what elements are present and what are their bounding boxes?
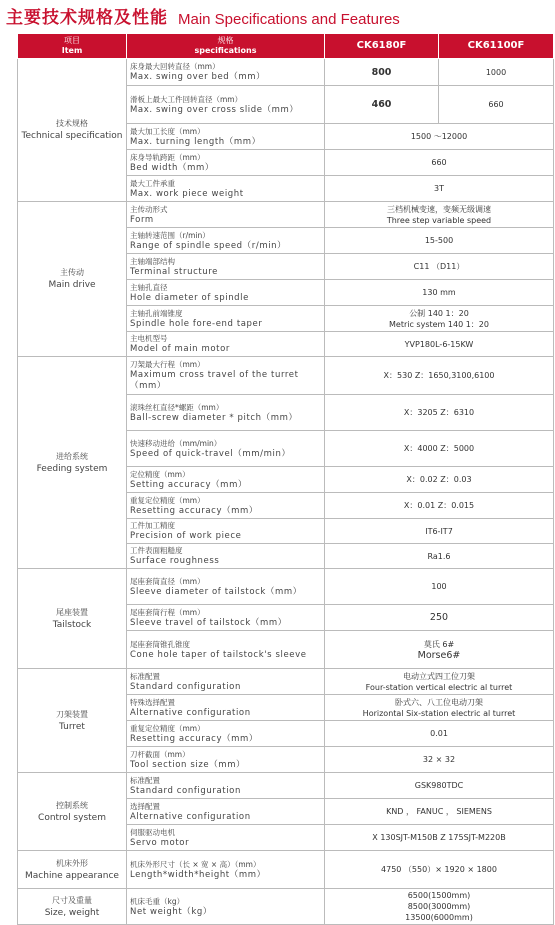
- spec-cell: 重复定位精度（mm） Resetting accuracy（mm）: [127, 721, 325, 747]
- header-item: 项目 Item: [18, 34, 127, 59]
- value-cell: 3T: [325, 176, 554, 202]
- value-cell: 6500(1500mm) 8500(3000mm) 13500(6000mm): [325, 889, 554, 925]
- page-title: [0, 0, 555, 28]
- value-cell: 4750 （550）× 1920 × 1800: [325, 851, 554, 889]
- value-cell: 250: [325, 605, 554, 631]
- value-cell: 三档机械变速，变频无级调速 Three step variable speed: [325, 202, 554, 228]
- table-row: [18, 889, 554, 925]
- table-row: [18, 202, 554, 228]
- spec-cell: 主轴孔前端锥度 Spindle hole fore-end taper: [127, 306, 325, 332]
- table-row: [18, 59, 554, 86]
- spec-cell: 主轴端部结构 Terminal structure: [127, 254, 325, 280]
- value-cell: X：3205 Z：6310: [325, 395, 554, 431]
- value-cell: 电动立式四工位刀架 Four-station vertical electric al turret: [325, 669, 554, 695]
- spec-cell: 重复定位精度（mm） Resetting accuracy（mm）: [127, 493, 325, 519]
- value-cell: 1000: [439, 59, 554, 86]
- spec-cell: 工件加工精度 Precision of work piece: [127, 519, 325, 544]
- spec-cell: 尾座套筒锥孔锥度 Cone hole taper of tailstock's sleeve: [127, 631, 325, 669]
- group-control: 控制系统 Control system: [18, 773, 127, 851]
- header-model-1: CK6180F: [325, 34, 439, 59]
- spec-cell: 尾座套筒行程（mm） Sleeve travel of tailstock（mm）: [127, 605, 325, 631]
- spec-cell: 机床外形尺寸（长 × 宽 × 高）（mm） Length*width*height（mm）: [127, 851, 325, 889]
- spec-cell: 最大加工长度（mm） Max. turning length（mm）: [127, 124, 325, 150]
- spec-cell: 机床毛重（kg） Net weight（kg）: [127, 889, 325, 925]
- value-cell: X：4000 Z：5000: [325, 431, 554, 467]
- spec-cell: 床身导轨跨距（mm） Bed width（mm）: [127, 150, 325, 176]
- title-en: Main Specifications and Features: [178, 11, 400, 28]
- table-row: [18, 669, 554, 695]
- spec-cell: 标准配置 Standard configuration: [127, 669, 325, 695]
- value-cell: 1500 ～12000: [325, 124, 554, 150]
- header-spec: 规格 specifications: [127, 34, 325, 59]
- value-cell: X 130SJT-M150B Z 175SJT-M220B: [325, 825, 554, 851]
- spec-cell: 滑板上最大工件回转直径（mm） Max. swing over cross slide（mm）: [127, 86, 325, 124]
- group-technical: 技术规格 Technical specification: [18, 59, 127, 202]
- spec-cell: 快速移动进给（mm/min） Speed of quick-travel（mm/min）: [127, 431, 325, 467]
- spec-cell: 工件表面粗糙度 Surface roughness: [127, 544, 325, 569]
- value-cell: YVP180L-6-15KW: [325, 332, 554, 357]
- header-model-2: CK61100F: [439, 34, 554, 59]
- value-cell: 15-500: [325, 228, 554, 254]
- group-turret: 刀架装置 Turret: [18, 669, 127, 773]
- value-cell: KND ， FANUC ， SIEMENS: [325, 799, 554, 825]
- spec-cell: 主轴转速范围（r/min） Range of spindle speed（r/min）: [127, 228, 325, 254]
- value-cell: X：0.02 Z：0.03: [325, 467, 554, 493]
- value-cell: 莫氏 6# Morse6#: [325, 631, 554, 669]
- value-cell: 660: [325, 150, 554, 176]
- value-cell: 32 × 32: [325, 747, 554, 773]
- title-cn: 主要技术规格及性能: [6, 8, 168, 28]
- table-row: [18, 773, 554, 799]
- value-cell: 660: [439, 86, 554, 124]
- spec-cell: 主传动形式 Form: [127, 202, 325, 228]
- group-feeding: 进给系统 Feeding system: [18, 357, 127, 569]
- value-cell: 公制 140 1：20 Metric system 140 1：20: [325, 306, 554, 332]
- value-cell: 800: [325, 59, 439, 86]
- table-row: [18, 357, 554, 395]
- value-cell: GSK980TDC: [325, 773, 554, 799]
- value-cell: 100: [325, 569, 554, 605]
- table-row: [18, 851, 554, 889]
- value-cell: C11 （D11）: [325, 254, 554, 280]
- spec-cell: 主轴孔直径 Hole diameter of spindle: [127, 280, 325, 306]
- value-cell: X：530 Z：1650,3100,6100: [325, 357, 554, 395]
- group-main-drive: 主传动 Main drive: [18, 202, 127, 357]
- value-cell: 460: [325, 86, 439, 124]
- value-cell: Ra1.6: [325, 544, 554, 569]
- spec-cell: 滚珠丝杠直径*螺距（mm） Ball-screw diameter * pitch（mm）: [127, 395, 325, 431]
- spec-cell: 特殊选择配置 Alternative configuration: [127, 695, 325, 721]
- spec-cell: 刀杆截面（mm） Tool section size（mm）: [127, 747, 325, 773]
- spec-cell: 尾座套筒直径（mm） Sleeve diameter of tailstock（mm）: [127, 569, 325, 605]
- spec-cell: 最大工件承重 Max. work piece weight: [127, 176, 325, 202]
- value-cell: 130 mm: [325, 280, 554, 306]
- spec-cell: 定位精度（mm） Setting accuracy（mm）: [127, 467, 325, 493]
- value-cell: IT6-IT7: [325, 519, 554, 544]
- spec-cell: 主电机型号 Model of main motor: [127, 332, 325, 357]
- spec-cell: 伺服驱动电机 Servo motor: [127, 825, 325, 851]
- spec-cell: 标准配置 Standard configuration: [127, 773, 325, 799]
- group-appearance: 机床外形 Machine appearance: [18, 851, 127, 889]
- spec-table: [17, 33, 554, 925]
- group-tailstock: 尾座装置 Tailstock: [18, 569, 127, 669]
- spec-cell: 刀架最大行程（mm） Maximum cross travel of the turret（mm）: [127, 357, 325, 395]
- table-row: [18, 569, 554, 605]
- value-cell: X：0.01 Z：0.015: [325, 493, 554, 519]
- value-cell: 0.01: [325, 721, 554, 747]
- spec-cell: 床身最大回转直径（mm） Max. swing over bed（mm）: [127, 59, 325, 86]
- value-cell: 卧式六、八工位电动刀架 Horizontal Six-station electric al turret: [325, 695, 554, 721]
- spec-cell: 选择配置 Alternative configuration: [127, 799, 325, 825]
- table-header: [18, 34, 554, 59]
- group-size: 尺寸及重量 Size, weight: [18, 889, 127, 925]
